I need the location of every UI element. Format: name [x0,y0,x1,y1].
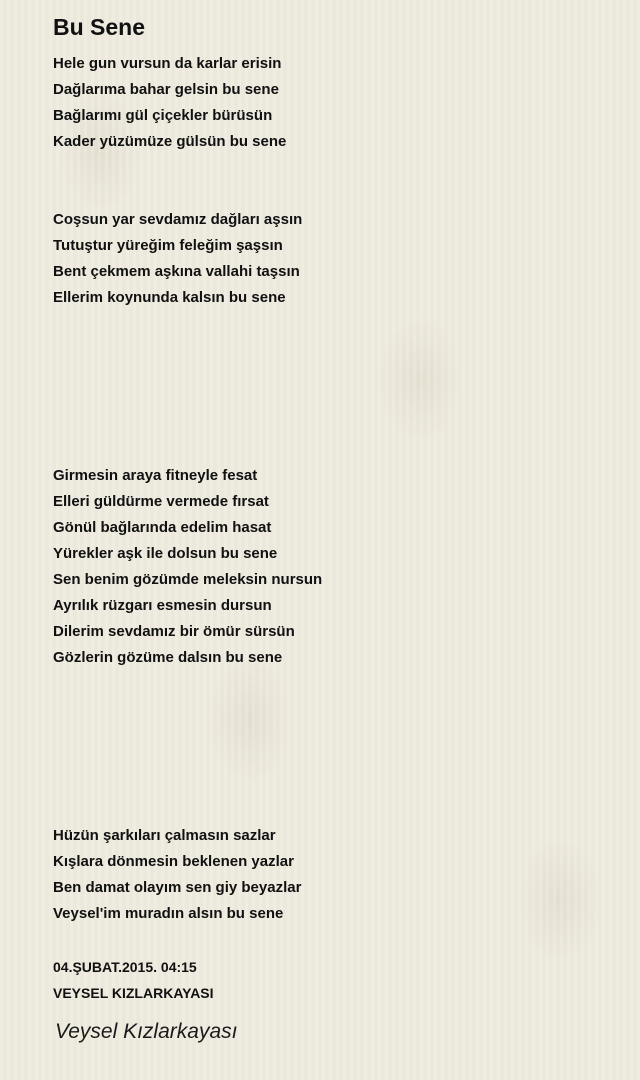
poem-line: Kışlara dönmesin beklenen yazlar [53,853,294,870]
poem-line: Hüzün şarkıları çalmasın sazlar [53,827,276,844]
poem-line: Elleri güldürme vermede fırsat [53,493,269,510]
stanza-1 [53,51,286,155]
poem-line: Yürekler aşk ile dolsun bu sene [53,545,278,562]
poem-line: Dağlarıma bahar gelsin bu sene [53,81,279,98]
poem-line: Ayrılık rüzgarı esmesin dursun [53,597,272,614]
poem-line: Bent çekmem aşkına vallahi taşsın [53,263,300,280]
author-signature: Veysel Kızlarkayası [55,1020,238,1043]
date-line: 04.ŞUBAT.2015. 04:15 [53,959,197,975]
poem-line: Coşsun yar sevdamız dağları aşsın [53,211,303,228]
poem-line: Hele gun vursun da karlar erisin [53,55,282,72]
poem-line: Girmesin araya fitneyle fesat [53,467,258,484]
poem-title: Bu Sene [53,14,146,40]
poem-meta [53,954,214,1006]
stanza-4 [53,823,301,927]
poem-line: Dilerim sevdamız bir ömür sürsün [53,623,295,640]
stanza-3 [53,463,322,671]
poem-line: Gözlerin gözüme dalsın bu sene [53,649,283,666]
stanza-2 [53,207,302,311]
poem-line: Sen benim gözümde meleksin nursun [53,571,323,588]
poem-line: Gönül bağlarında edelim hasat [53,519,272,536]
poem-line: Ellerim koynunda kalsın bu sene [53,289,286,306]
poem-line: Ben damat olayım sen giy beyazlar [53,879,302,896]
poem-line: Bağlarımı gül çiçekler bürüsün [53,107,273,124]
poem-line: Kader yüzümüze gülsün bu sene [53,133,287,150]
author-caps: VEYSEL KIZLARKAYASI [53,985,214,1001]
poem-line: Veysel'im muradın alsın bu sene [53,905,284,922]
poem-line: Tutuştur yüreğim feleğim şaşsın [53,237,283,254]
